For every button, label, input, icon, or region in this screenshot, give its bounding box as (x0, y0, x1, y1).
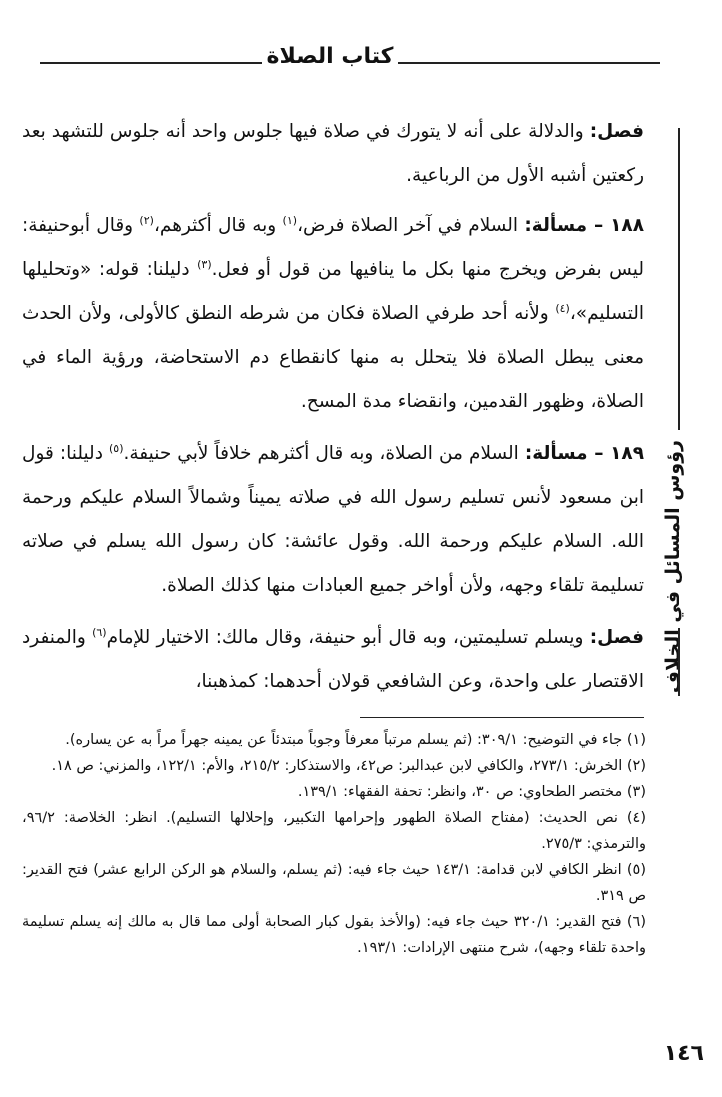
side-rule-top (678, 128, 680, 430)
footnote-ref-5[interactable]: (٥) (108, 441, 124, 455)
footnote-2: (٢) الخرش: ٢٧٣/١، والكافي لابن عبدالبر: ص٤٢، والاستذكار: ٢١٥/٢، والأم: ١٢٢/١، والمزني: ص ١٨. (51, 758, 646, 774)
footnote-ref-3[interactable]: (٣) (197, 257, 212, 271)
issue-label: مسألة: (524, 443, 595, 464)
paragraph-text: دليلنا: قول ابن مسعود لأنس تسليم رسول الله في صلاته يميناً وشمالاً السلام عليكم ورحمة الله. السلام عليكم ورحمة الله. وقول عائشة: كان رسول الله يسلم في صلاته تسليمة تلقاء وجهه، ولأن أواخر جميع العبادات منها كذلك الصلاة. (22, 443, 644, 596)
section-label: فصل: (589, 627, 644, 648)
paragraph-text: السلام من الصلاة، وبه قال أكثرهم خلافاً لأبي حنيفة. (123, 443, 525, 464)
issue-label: مسألة: (524, 215, 594, 236)
footnote-ref-4[interactable]: (٤) (555, 301, 570, 315)
footnote-5: (٥) انظر الكافي لابن قدامة: ١٤٣/١ حيث جاء فيه: (ثم يسلم، والسلام هو الركن الرابع عشر) فتح القدير: ص ٣١٩. (22, 862, 646, 904)
footnote-6: (٦) فتح القدير: ٣٢٠/١ حيث جاء فيه: (والأخذ بقول كبار الصحابة أولى مما قال به مالك إنه يسلم تسليمة واحدة تلقاء وجهه)، شرح منتهى الإرادات: ١٩٣/١. (22, 914, 647, 956)
footnote-ref-1[interactable]: (١) (282, 213, 298, 227)
section-label: فصل: (589, 121, 644, 142)
footnote-ref-2[interactable]: (٢) (139, 213, 154, 227)
footnotes (22, 727, 646, 961)
main-text (22, 110, 644, 712)
paragraph-text: وقال أبوحنيفة: ليس بفرض ويخرج منها بكل ما ينافيها من قول أو فعل. (22, 215, 644, 280)
paragraph-text: دليلنا: قوله: «وتحليلها التسليم»، (22, 259, 644, 324)
paragraph-masala-188 (22, 204, 644, 424)
side-rule-bottom (678, 628, 680, 696)
running-header-title: كتاب الصلاة (266, 44, 394, 69)
page-number: ١٤٦ (663, 1041, 704, 1066)
footnote-ref-6[interactable]: (٦) (92, 625, 107, 639)
header-rule-right (398, 62, 660, 64)
paragraph-fasl-2 (22, 616, 644, 704)
side-running-title: رؤوس المسائل في الخلاف (662, 440, 684, 694)
footnote-3: (٣) مختصر الطحاوي: ص ٣٠، وانظر: تحفة الفقهاء: ١٣٩/١. (297, 784, 646, 800)
paragraph-text: والدلالة على أنه لا يتورك في صلاة فيها جلوس واحد أنه جلوس للتشهد بعد ركعتين أشبه الأول من الرباعية. (22, 121, 644, 186)
footnote-1: (١) جاء في التوضيح: ٣٠٩/١: (ثم يسلم مرتباً معرفاً وجوباً مبتدئاً عن يمينه جهراً مراً به عن يساره). (65, 732, 646, 748)
paragraph-text: والمنفرد الاقتصار على واحدة، وعن الشافعي قولان أحدهما: كمذهبنا، (22, 627, 644, 692)
header-rule-left (40, 62, 262, 64)
issue-number: ١٨٩ – (594, 443, 644, 464)
footnote-4: (٤) نص الحديث: (مفتاح الصلاة الطهور وإحرامها التكبير، وإحلالها التسليم). انظر: الخلاصة: ٩٦/٢، والترمذي: ٢٧٥/٣. (22, 810, 646, 852)
footnote-separator (360, 717, 644, 718)
paragraph-fasl-1 (22, 110, 644, 198)
paragraph-masala-189 (22, 432, 644, 608)
paragraph-text: السلام في آخر الصلاة فرض، (297, 215, 525, 236)
paragraph-text: ويسلم تسليمتين، وبه قال أبو حنيفة، وقال مالك: الاختيار للإمام (106, 627, 590, 648)
paragraph-text: ولأنه أحد طرفي الصلاة فكان من شرطه النطق كالأولى، ولأن الحدث معنى يبطل الصلاة فلا يتحلل به منها كانقطاع دم الاستحاضة، ورؤية الماء في الصلاة، وظهور القدمين، وانقضاء مدة المسح. (22, 303, 644, 412)
paragraph-text: وبه قال أكثرهم، (153, 215, 283, 236)
issue-number: ١٨٨ – (594, 215, 644, 236)
